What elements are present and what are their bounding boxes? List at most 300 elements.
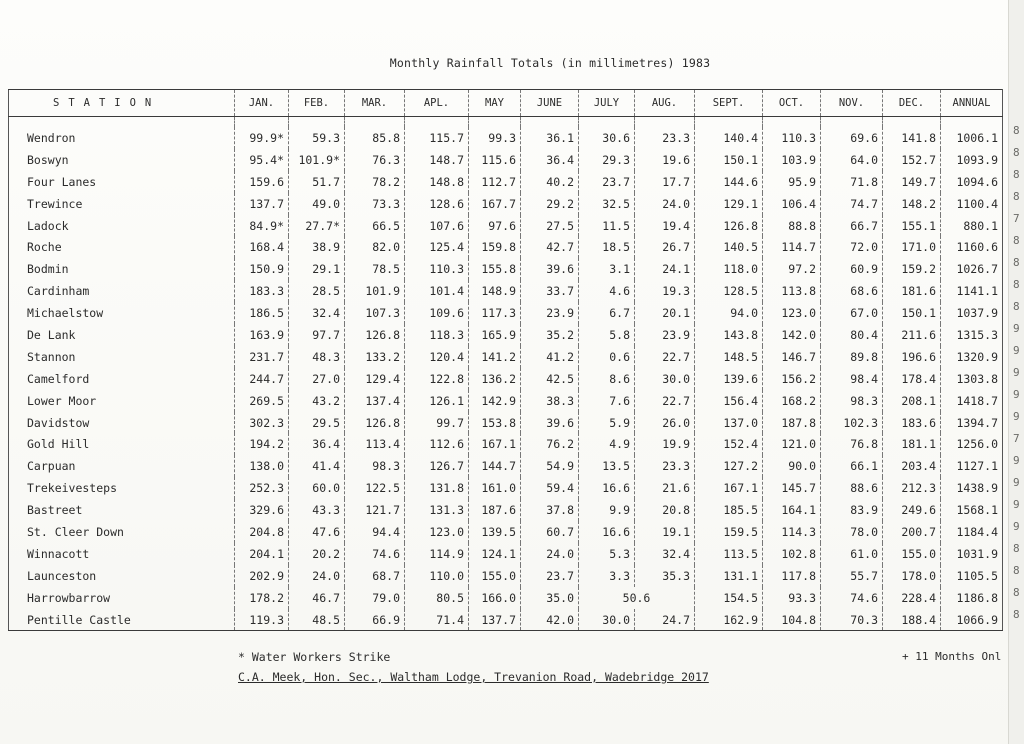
cell-sept: 139.6: [695, 368, 763, 390]
cell-jan: 329.6: [235, 499, 289, 521]
cell-sept: 127.2: [695, 455, 763, 477]
cell-feb: 59.3: [289, 127, 345, 149]
station-name: St. Cleer Down: [9, 521, 235, 543]
edge-mark: 9: [1013, 476, 1020, 489]
cell-apl: 107.6: [405, 215, 469, 237]
cell-aug: 22.7: [635, 390, 695, 412]
cell-dec: 200.7: [883, 521, 941, 543]
cell-jan: 178.2: [235, 587, 289, 609]
cell-apl: 120.4: [405, 346, 469, 368]
edge-mark: 9: [1013, 388, 1020, 401]
cell-sept: 185.5: [695, 499, 763, 521]
table-row: [9, 302, 1003, 324]
cell-sept: 140.5: [695, 236, 763, 258]
station-name: Ladock: [9, 215, 235, 237]
cell-jan: 95.4*: [235, 149, 289, 171]
cell-nov: 78.0: [821, 521, 883, 543]
cell-sept: 131.1: [695, 565, 763, 587]
table-row: [9, 609, 1003, 631]
cell-may: 153.8: [469, 412, 521, 434]
cell-june: 35.0: [521, 587, 579, 609]
cell-jan: 84.9*: [235, 215, 289, 237]
cell-annual: 1026.7: [941, 258, 1003, 280]
cell-annual: 1127.1: [941, 455, 1003, 477]
cell-june: 35.2: [521, 324, 579, 346]
cell-jan: 163.9: [235, 324, 289, 346]
cell-may: 159.8: [469, 236, 521, 258]
cell-annual: 1037.9: [941, 302, 1003, 324]
cell-jan: 168.4: [235, 236, 289, 258]
cell-nov: 66.1: [821, 455, 883, 477]
cell-apl: 115.7: [405, 127, 469, 149]
cell-aug: 26.0: [635, 412, 695, 434]
cell-sept: 118.0: [695, 258, 763, 280]
cell-nov: 68.6: [821, 280, 883, 302]
header-annual: ANNUAL: [941, 90, 1003, 117]
cell-june: 23.7: [521, 565, 579, 587]
cell-june: 27.5: [521, 215, 579, 237]
cell-may: 124.1: [469, 543, 521, 565]
cell-apl: 80.5: [405, 587, 469, 609]
header-jan: JAN.: [235, 90, 289, 117]
cell-annual: 1160.6: [941, 236, 1003, 258]
cell-aug: 19.6: [635, 149, 695, 171]
cell-june: 59.4: [521, 477, 579, 499]
header-feb: FEB.: [289, 90, 345, 117]
signature-line: C.A. Meek, Hon. Sec., Waltham Lodge, Trevanion Road, Wadebridge 2017: [238, 670, 709, 684]
cell-apl: 99.7: [405, 412, 469, 434]
cell-jan: 186.5: [235, 302, 289, 324]
cell-mar: 122.5: [345, 477, 405, 499]
cell-mar: 79.0: [345, 587, 405, 609]
cell-dec: 211.6: [883, 324, 941, 346]
cell-feb: 27.0: [289, 368, 345, 390]
cell-mar: 78.5: [345, 258, 405, 280]
cell-apl: 131.8: [405, 477, 469, 499]
cell-annual: 1066.9: [941, 609, 1003, 631]
station-name: De Lank: [9, 324, 235, 346]
cell-aug: 24.1: [635, 258, 695, 280]
cell-apl: 110.3: [405, 258, 469, 280]
cell-mar: 98.3: [345, 455, 405, 477]
cell-dec: 178.4: [883, 368, 941, 390]
cell-aug: 21.6: [635, 477, 695, 499]
cell-dec: 171.0: [883, 236, 941, 258]
edge-mark: 8: [1013, 190, 1020, 203]
cell-aug: 19.4: [635, 215, 695, 237]
cell-feb: 101.9*: [289, 149, 345, 171]
cell-nov: 89.8: [821, 346, 883, 368]
cell-sept: 150.1: [695, 149, 763, 171]
station-name: Bastreet: [9, 499, 235, 521]
cell-apl: 125.4: [405, 236, 469, 258]
cell-mar: 126.8: [345, 324, 405, 346]
cell-july: 16.6: [579, 477, 635, 499]
cell-mar: 74.6: [345, 543, 405, 565]
cell-june: 33.7: [521, 280, 579, 302]
cell-apl: 71.4: [405, 609, 469, 631]
cell-jan: 231.7: [235, 346, 289, 368]
cell-dec: 228.4: [883, 587, 941, 609]
table-row: [9, 477, 1003, 499]
cell-nov: 69.6: [821, 127, 883, 149]
cell-mar: 137.4: [345, 390, 405, 412]
cell-apl: 109.6: [405, 302, 469, 324]
cell-sept: 137.0: [695, 412, 763, 434]
cell-june: 40.2: [521, 171, 579, 193]
cell-jan: 194.2: [235, 433, 289, 455]
cell-apl: 122.8: [405, 368, 469, 390]
annual-note: + 11 Months Onl: [902, 650, 1002, 663]
cell-july: 29.3: [579, 149, 635, 171]
cell-feb: 20.2: [289, 543, 345, 565]
cell-oct: 88.8: [763, 215, 821, 237]
station-name: Wendron: [9, 127, 235, 149]
cell-nov: 83.9: [821, 499, 883, 521]
edge-mark: 9: [1013, 454, 1020, 467]
cell-nov: 60.9: [821, 258, 883, 280]
cell-feb: 32.4: [289, 302, 345, 324]
table-row: [9, 193, 1003, 215]
cell-feb: 51.7: [289, 171, 345, 193]
edge-mark: 8: [1013, 300, 1020, 313]
cell-july: 6.7: [579, 302, 635, 324]
cell-nov: 67.0: [821, 302, 883, 324]
cell-may: 165.9: [469, 324, 521, 346]
cell-jan: 204.8: [235, 521, 289, 543]
station-name: Trekeivesteps: [9, 477, 235, 499]
cell-may: 112.7: [469, 171, 521, 193]
cell-feb: 36.4: [289, 433, 345, 455]
cell-feb: 60.0: [289, 477, 345, 499]
table-row: [9, 149, 1003, 171]
cell-mar: 113.4: [345, 433, 405, 455]
cell-nov: 80.4: [821, 324, 883, 346]
cell-june: 41.2: [521, 346, 579, 368]
cell-apl: 148.7: [405, 149, 469, 171]
header-aug: AUG.: [635, 90, 695, 117]
cell-june: 39.6: [521, 258, 579, 280]
header-sept: SEPT.: [695, 90, 763, 117]
station-name: Trewince: [9, 193, 235, 215]
cell-apl: 131.3: [405, 499, 469, 521]
edge-mark: 9: [1013, 520, 1020, 533]
cell-aug: 22.7: [635, 346, 695, 368]
cell-june: 60.7: [521, 521, 579, 543]
header-dec: DEC.: [883, 90, 941, 117]
cell-mar: 121.7: [345, 499, 405, 521]
cell-sept: 140.4: [695, 127, 763, 149]
header-row: [9, 90, 1003, 117]
cell-july: 8.6: [579, 368, 635, 390]
table-row: [9, 280, 1003, 302]
header-oct: OCT.: [763, 90, 821, 117]
cell-dec: 159.2: [883, 258, 941, 280]
cell-dec: 212.3: [883, 477, 941, 499]
cell-oct: 93.3: [763, 587, 821, 609]
cell-may: 139.5: [469, 521, 521, 543]
cell-apl: 128.6: [405, 193, 469, 215]
cell-oct: 145.7: [763, 477, 821, 499]
cell-may: 155.8: [469, 258, 521, 280]
table-row: [9, 390, 1003, 412]
cell-apl: 123.0: [405, 521, 469, 543]
cell-may: 161.0: [469, 477, 521, 499]
cell-apl: 114.9: [405, 543, 469, 565]
cell-june: 54.9: [521, 455, 579, 477]
cell-sept: 94.0: [695, 302, 763, 324]
cell-mar: 68.7: [345, 565, 405, 587]
cell-mar: 101.9: [345, 280, 405, 302]
header-nov: NOV.: [821, 90, 883, 117]
cell-may: 137.7: [469, 609, 521, 631]
cell-feb: 29.5: [289, 412, 345, 434]
cell-june: 76.2: [521, 433, 579, 455]
table-row: [9, 499, 1003, 521]
edge-mark: 8: [1013, 586, 1020, 599]
cell-dec: 155.1: [883, 215, 941, 237]
cell-sept: 128.5: [695, 280, 763, 302]
table-row: [9, 368, 1003, 390]
cell-july: 23.7: [579, 171, 635, 193]
cell-feb: 47.6: [289, 521, 345, 543]
rainfall-table: [8, 89, 1003, 631]
cell-apl: 101.4: [405, 280, 469, 302]
edge-mark: 8: [1013, 124, 1020, 137]
cell-aug: 20.8: [635, 499, 695, 521]
cell-july: 16.6: [579, 521, 635, 543]
cell-annual: 1093.9: [941, 149, 1003, 171]
cell-june: 36.4: [521, 149, 579, 171]
cell-may: 155.0: [469, 565, 521, 587]
cell-jan: 183.3: [235, 280, 289, 302]
table-row: [9, 521, 1003, 543]
cell-may: 167.7: [469, 193, 521, 215]
cell-sept: 152.4: [695, 433, 763, 455]
table-row: [9, 412, 1003, 434]
cell-mar: 82.0: [345, 236, 405, 258]
station-name: Michaelstow: [9, 302, 235, 324]
station-name: Davidstow: [9, 412, 235, 434]
cell-oct: 104.8: [763, 609, 821, 631]
cell-aug: 19.9: [635, 433, 695, 455]
cell-annual: 1105.5: [941, 565, 1003, 587]
cell-feb: 29.1: [289, 258, 345, 280]
cell-may: 148.9: [469, 280, 521, 302]
cell-oct: 146.7: [763, 346, 821, 368]
table-row: [9, 543, 1003, 565]
cell-oct: 156.2: [763, 368, 821, 390]
cell-annual: 1418.7: [941, 390, 1003, 412]
cell-oct: 117.8: [763, 565, 821, 587]
cell-apl: 112.6: [405, 433, 469, 455]
cell-nov: 55.7: [821, 565, 883, 587]
cell-may: 141.2: [469, 346, 521, 368]
cell-oct: 95.9: [763, 171, 821, 193]
cell-feb: 46.7: [289, 587, 345, 609]
cell-dec: 141.8: [883, 127, 941, 149]
cell-june: 38.3: [521, 390, 579, 412]
station-name: Gold Hill: [9, 433, 235, 455]
edge-mark: 9: [1013, 410, 1020, 423]
cell-aug: 19.3: [635, 280, 695, 302]
cell-nov: 66.7: [821, 215, 883, 237]
cell-jul-aug-merged: 50.6: [579, 587, 695, 609]
cell-dec: 183.6: [883, 412, 941, 434]
cell-may: 136.2: [469, 368, 521, 390]
cell-annual: 1568.1: [941, 499, 1003, 521]
cell-feb: 49.0: [289, 193, 345, 215]
cell-oct: 142.0: [763, 324, 821, 346]
cell-annual: 1100.4: [941, 193, 1003, 215]
cell-aug: 20.1: [635, 302, 695, 324]
cell-may: 97.6: [469, 215, 521, 237]
cell-dec: 152.7: [883, 149, 941, 171]
cell-may: 115.6: [469, 149, 521, 171]
cell-july: 11.5: [579, 215, 635, 237]
cell-aug: 23.3: [635, 127, 695, 149]
footnote: * Water Workers Strike: [238, 650, 391, 664]
cell-dec: 150.1: [883, 302, 941, 324]
cell-may: 167.1: [469, 433, 521, 455]
header-july: JULY: [579, 90, 635, 117]
cell-apl: 126.1: [405, 390, 469, 412]
cell-may: 142.9: [469, 390, 521, 412]
cell-oct: 110.3: [763, 127, 821, 149]
cell-july: 3.3: [579, 565, 635, 587]
cell-nov: 72.0: [821, 236, 883, 258]
cell-aug: 17.7: [635, 171, 695, 193]
cell-annual: 1256.0: [941, 433, 1003, 455]
station-name: Stannon: [9, 346, 235, 368]
station-name: Roche: [9, 236, 235, 258]
cell-oct: 106.4: [763, 193, 821, 215]
station-name: Winnacott: [9, 543, 235, 565]
cell-july: 5.3: [579, 543, 635, 565]
cell-feb: 24.0: [289, 565, 345, 587]
header-station: STATION: [9, 90, 235, 117]
cell-july: 5.9: [579, 412, 635, 434]
page-title: Monthly Rainfall Totals (in millimetres) 1983: [389, 56, 711, 70]
cell-aug: 19.1: [635, 521, 695, 543]
table-row: [9, 324, 1003, 346]
edge-mark: 7: [1013, 212, 1020, 225]
cell-june: 39.6: [521, 412, 579, 434]
cell-annual: 1303.8: [941, 368, 1003, 390]
header-apl: APL.: [405, 90, 469, 117]
station-name: Camelford: [9, 368, 235, 390]
cell-aug: 23.3: [635, 455, 695, 477]
cell-aug: 26.7: [635, 236, 695, 258]
cell-mar: 76.3: [345, 149, 405, 171]
cell-mar: 66.9: [345, 609, 405, 631]
cell-annual: 1320.9: [941, 346, 1003, 368]
cell-oct: 123.0: [763, 302, 821, 324]
cell-annual: 1394.7: [941, 412, 1003, 434]
cell-july: 4.9: [579, 433, 635, 455]
edge-mark: 8: [1013, 542, 1020, 555]
cell-feb: 28.5: [289, 280, 345, 302]
edge-mark: 9: [1013, 366, 1020, 379]
cell-sept: 129.1: [695, 193, 763, 215]
cell-oct: 114.3: [763, 521, 821, 543]
table-row: [9, 587, 1003, 609]
cell-may: 166.0: [469, 587, 521, 609]
cell-jan: 119.3: [235, 609, 289, 631]
cell-aug: 24.7: [635, 609, 695, 631]
cell-sept: 143.8: [695, 324, 763, 346]
cell-apl: 110.0: [405, 565, 469, 587]
table-row: [9, 171, 1003, 193]
station-name: Four Lanes: [9, 171, 235, 193]
cell-july: 4.6: [579, 280, 635, 302]
cell-jan: 302.3: [235, 412, 289, 434]
cell-dec: 155.0: [883, 543, 941, 565]
edge-mark: 8: [1013, 234, 1020, 247]
cell-oct: 113.8: [763, 280, 821, 302]
cell-june: 24.0: [521, 543, 579, 565]
cell-feb: 48.3: [289, 346, 345, 368]
cell-sept: 167.1: [695, 477, 763, 499]
cell-annual: 1094.6: [941, 171, 1003, 193]
cell-dec: 249.6: [883, 499, 941, 521]
cell-aug: 35.3: [635, 565, 695, 587]
cell-sept: 113.5: [695, 543, 763, 565]
cell-dec: 196.6: [883, 346, 941, 368]
table-row: [9, 236, 1003, 258]
cell-feb: 48.5: [289, 609, 345, 631]
edge-mark: 8: [1013, 146, 1020, 159]
cell-nov: 98.3: [821, 390, 883, 412]
cell-annual: 1186.8: [941, 587, 1003, 609]
cell-june: 29.2: [521, 193, 579, 215]
cell-aug: 23.9: [635, 324, 695, 346]
cell-annual: 1438.9: [941, 477, 1003, 499]
cell-mar: 107.3: [345, 302, 405, 324]
table-row: [9, 433, 1003, 455]
cell-june: 42.0: [521, 609, 579, 631]
cell-sept: 154.5: [695, 587, 763, 609]
edge-mark: 8: [1013, 168, 1020, 181]
cell-july: 30.0: [579, 609, 635, 631]
cell-july: 30.6: [579, 127, 635, 149]
edge-mark: 9: [1013, 322, 1020, 335]
cell-annual: 1141.1: [941, 280, 1003, 302]
cell-jan: 202.9: [235, 565, 289, 587]
cell-july: 5.8: [579, 324, 635, 346]
cell-july: 9.9: [579, 499, 635, 521]
cell-nov: 64.0: [821, 149, 883, 171]
cell-dec: 178.0: [883, 565, 941, 587]
cell-june: 36.1: [521, 127, 579, 149]
table-row: [9, 346, 1003, 368]
cell-dec: 148.2: [883, 193, 941, 215]
cell-nov: 74.7: [821, 193, 883, 215]
cell-jan: 269.5: [235, 390, 289, 412]
cell-june: 42.5: [521, 368, 579, 390]
cell-july: 0.6: [579, 346, 635, 368]
cell-oct: 168.2: [763, 390, 821, 412]
cell-july: 13.5: [579, 455, 635, 477]
cell-annual: 1031.9: [941, 543, 1003, 565]
station-name: Harrowbarrow: [9, 587, 235, 609]
cell-oct: 187.8: [763, 412, 821, 434]
table-row: [9, 455, 1003, 477]
station-name: Pentille Castle: [9, 609, 235, 631]
cell-mar: 73.3: [345, 193, 405, 215]
cell-june: 37.8: [521, 499, 579, 521]
table-row: [9, 127, 1003, 149]
